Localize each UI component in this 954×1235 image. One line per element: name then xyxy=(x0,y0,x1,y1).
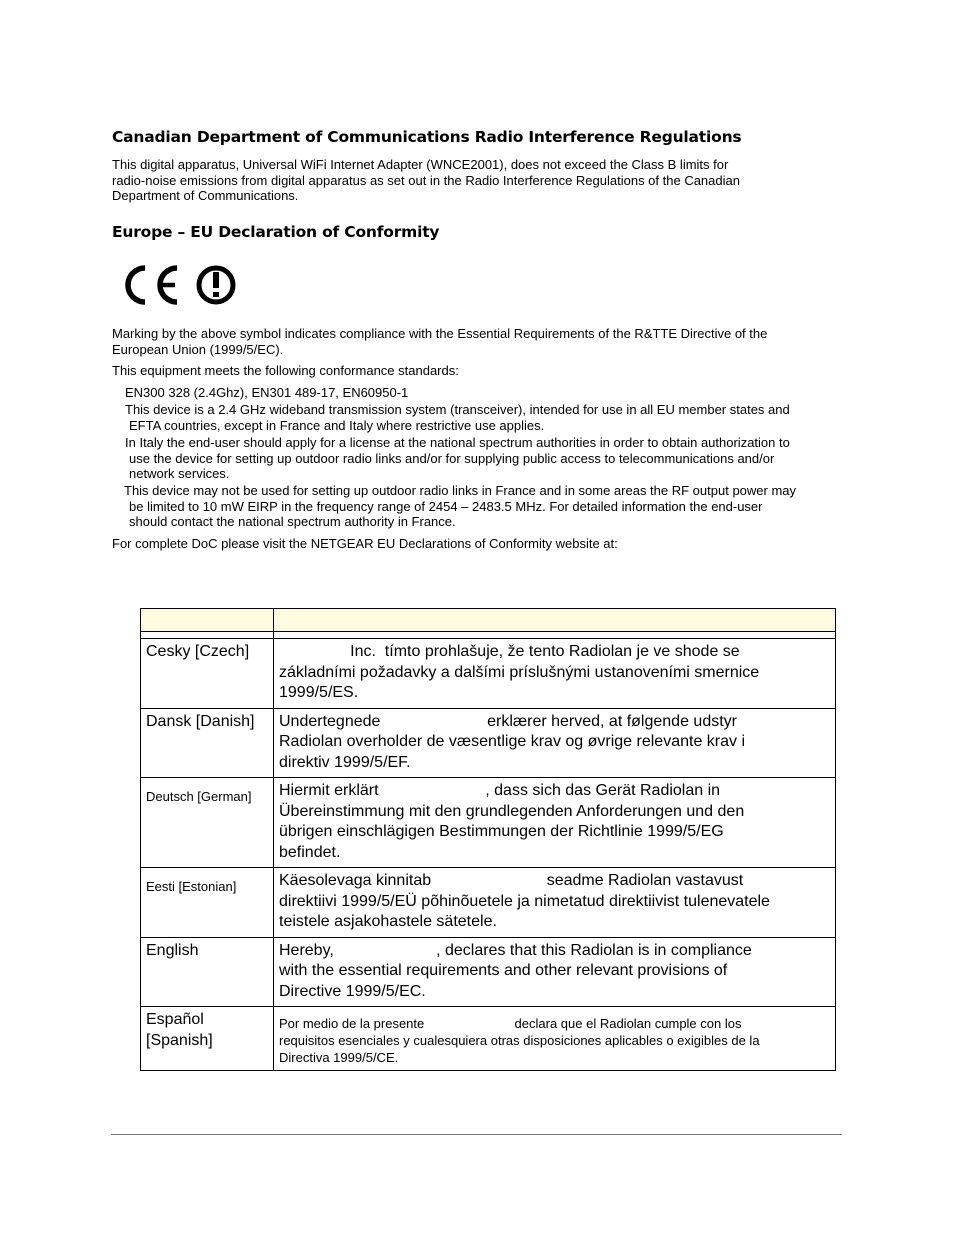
table-header-row xyxy=(141,609,836,632)
language-line: [Spanish] xyxy=(146,1031,213,1049)
declaration-line: Por medio de la presente declara que el Radiolan cumple con los xyxy=(279,1016,742,1031)
declaration-line: Directive 1999/5/EC. xyxy=(279,982,426,1000)
declaration-cell xyxy=(274,868,836,938)
language-cell: Cesky [Czech] xyxy=(141,639,274,709)
europe-heading: Europe – EU Declaration of Conformity xyxy=(112,223,440,241)
canada-paragraph xyxy=(112,157,740,204)
table-row xyxy=(141,639,836,709)
declaration-line: 1999/5/ES. xyxy=(279,684,359,701)
declaration-line: Käesolevaga kinnitab seadme Radiolan vastavust xyxy=(279,872,744,889)
declaration-line: Hereby, , declares that this Radiolan is in compliance xyxy=(279,941,752,959)
bullet-line: should contact the national spectrum authority in France. xyxy=(129,514,456,529)
declaration-line: Directiva 1999/5/CE. xyxy=(279,1050,399,1065)
language-line: Español xyxy=(146,1011,204,1028)
table-row xyxy=(141,937,836,1007)
bullet-line: use the device for setting up outdoor radio links and/or for supplying public access to telecommunications and/or xyxy=(129,450,775,466)
bullet-line: EFTA countries, except in France and Italy where restrictive use applies. xyxy=(129,417,545,433)
declaration-line: Hiermit erklärt , dass sich das Gerät Radiolan in xyxy=(279,782,721,799)
footer-divider xyxy=(111,1134,842,1135)
declaration-line: Radiolan overholder de væsentlige krav og øvrige relevante krav i xyxy=(279,733,746,750)
declaration-line: Übereinstimmung mit den grundlegenden Anforderungen und den xyxy=(279,802,745,820)
doc-visit-text: For complete DoC please visit the NETGEAR EU Declarations of Conformity website at: xyxy=(112,536,618,551)
declaration-line: befindet. xyxy=(279,843,341,861)
table-row xyxy=(141,1007,836,1071)
ce-mark-icon xyxy=(128,268,177,302)
table-row xyxy=(141,708,836,778)
declaration-cell xyxy=(274,708,836,778)
declaration-line: requisitos esenciales y cualesquiera otras disposiciones aplicables o exigibles de la xyxy=(279,1033,760,1048)
language-cell xyxy=(141,1007,274,1071)
canada-line: radio-noise emissions from digital apparatus as set out in the Radio Interference Regulations of the Canadian xyxy=(112,172,740,188)
table-row xyxy=(141,778,836,868)
marking-line: European Union (1999/5/EC). xyxy=(112,341,284,357)
spacer-cell xyxy=(274,632,836,639)
meets-text: This equipment meets the following conformance standards: xyxy=(112,363,459,378)
bullet-line: This device may not be used for setting up outdoor radio links in France and in some areas the RF output power may xyxy=(124,483,797,498)
declaration-cell xyxy=(274,778,836,868)
table-row xyxy=(141,868,836,938)
standards-text: EN300 328 (2.4Ghz), EN301 489-17, EN60950-1 xyxy=(125,385,409,400)
declaration-cell xyxy=(274,937,836,1007)
canada-heading: Canadian Department of Communications Radio Interference Regulations xyxy=(112,128,742,146)
ce-alert-logo xyxy=(121,262,241,308)
declaration-line: with the essential requirements and other relevant provisions of xyxy=(279,962,728,979)
header-cell xyxy=(274,609,836,632)
bullet-italy xyxy=(125,435,790,482)
declaration-line: übrigen einschlägigen Bestimmungen der Richtlinie 1999/5/EG xyxy=(279,823,724,840)
declaration-line: Inc. tímto prohlašuje, že tento Radiolan je ve shode se xyxy=(279,643,740,660)
declaration-line: teistele asjakohastele sätetele. xyxy=(279,913,497,930)
declaration-cell xyxy=(274,1007,836,1071)
canada-line: Department of Communications. xyxy=(112,188,299,203)
declaration-line: základními požadavky a dalšími príslušnými ustanoveními smernice xyxy=(279,663,760,681)
declarations-table xyxy=(140,608,836,1071)
language-cell: English xyxy=(141,937,274,1007)
table-spacer-row xyxy=(141,632,836,639)
declaration-line: direktiv 1999/5/EF. xyxy=(279,753,411,771)
marking-line: Marking by the above symbol indicates compliance with the Essential Requirements of the R&TTE Directive of the xyxy=(112,326,768,341)
bullet-line: be limited to 10 mW EIRP in the frequency range of 2454 – 2483.5 MHz. For detailed information the end-user xyxy=(129,498,763,514)
language-cell: Eesti [Estonian] xyxy=(141,868,274,938)
declaration-cell xyxy=(274,639,836,709)
language-cell: Dansk [Danish] xyxy=(141,708,274,778)
declaration-line: direktiivi 1999/5/EÜ põhinõuetele ja nimetatud direktiivist tulenevatele xyxy=(279,892,770,910)
header-cell xyxy=(141,609,274,632)
bullet-line: network services. xyxy=(129,466,230,481)
bullet-france xyxy=(124,483,796,530)
marking-paragraph xyxy=(112,326,767,357)
canada-line: This digital apparatus, Universal WiFi Internet Adapter (WNCE2001), does not exceed the Class B limits for xyxy=(112,157,729,172)
spacer-cell xyxy=(141,632,274,639)
declaration-line: Undertegnede erklærer herved, at følgende udstyr xyxy=(279,712,737,730)
language-cell: Deutsch [German] xyxy=(141,778,274,868)
bullet-line: This device is a 2.4 GHz wideband transmission system (transceiver), intended for use in all EU member states and xyxy=(125,402,790,417)
alert-class2-icon xyxy=(199,268,233,302)
bullet-france-italy xyxy=(125,402,790,433)
bullet-line: In Italy the end-user should apply for a license at the national spectrum authorities in order to obtain authorization to xyxy=(125,435,790,450)
